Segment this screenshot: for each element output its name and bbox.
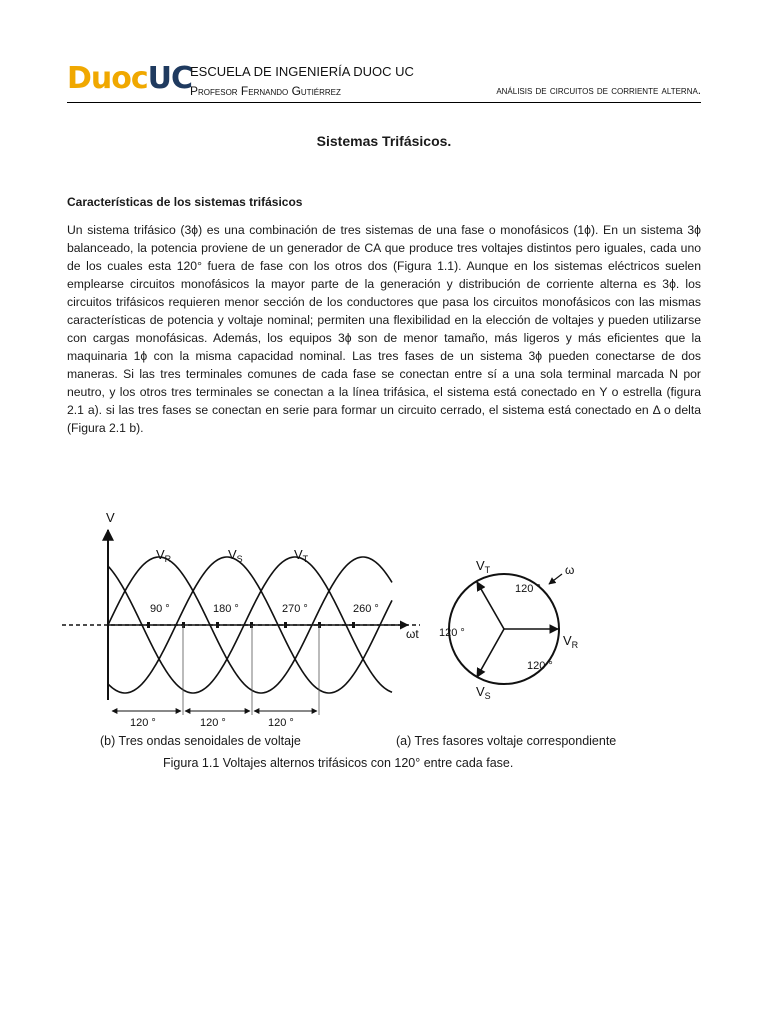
phasor-angle-top: 120 ° <box>515 583 541 595</box>
school-name: ESCUELA DE INGENIERÍA DUOC UC <box>190 64 414 79</box>
caption-waves: (b) Tres ondas senoidales de voltaje <box>100 734 301 748</box>
series-label-vr: $V_R$ <box>156 547 172 564</box>
series-label-vt: $V_T$ <box>294 547 309 564</box>
spacing-label-3: 120 ° <box>268 717 294 729</box>
caption-phasors: (a) Tres fasores voltaje correspondiente <box>396 734 617 748</box>
figure-caption: Figura 1.1 Voltajes alternos trifásicos con 120° entre cada fase. <box>163 756 514 770</box>
phasor-label-vt: $V_T$ <box>476 558 491 575</box>
phasor-vt <box>477 582 504 629</box>
series-label-vs: $V_S$ <box>228 547 243 564</box>
header-divider <box>67 102 701 103</box>
page-title: Sistemas Trifásicos. <box>316 133 452 149</box>
y-axis-label: V <box>106 510 115 525</box>
wave-vr <box>108 557 392 693</box>
phasor-label-vs: $V_S$ <box>476 684 491 701</box>
angle-label-270: 270 ° <box>282 603 308 615</box>
page-header <box>67 60 701 102</box>
section-heading: Características de los sistemas trifásicos <box>67 195 303 209</box>
sine-wave-plot <box>62 510 420 729</box>
phasor-angle-bottom: 120 ° <box>527 660 553 672</box>
course-name: análisis de circuitos de corriente alterna. <box>496 85 701 97</box>
body-paragraph: Un sistema trifásico (3ϕ) es una combinación de tres sistemas de una fase o monofásicos (1ϕ). En un sistema 3ϕ balanceado, la potencia proviene de un generador de CA que produce tres voltajes distintos pero iguales, cada uno de los cuales esta 120° fuera de fase con los otros dos (Figura 1.1). Aunque en los sistemas eléctricos suelen emplearse circuitos monofásicos la mayor parte de la generación y distribución de corriente alterna es 3ϕ. los circuitos trifásicos requieren menor sección de los conductores que pasa los circuitos monofásicos con las mismas características de potencia y voltaje nominal; permiten una flexibilidad en la elección de voltajes y pueden utilizarse con cargas monofásicas. Además, los equipos 3ϕ son de menor tamaño, más ligeros y más eficientes que la maquinaria 1ϕ con la misma capacidad nominal. Las tres fases de un sistema 3ϕ pueden conectarse de dos maneras. Si las tres terminales comunes de cada fase se conectan entre sí a una sola terminal marcada N por neutro, y los otros tres terminales se conectan a la línea trifásica, el sistema está conectado en Y o estrella (figura 2.1 a). si las tres fases se conectan en serie para formar un circuito cerrado, el sistema está conectado en Δ o delta (Figura 2.1 b). <box>67 223 701 435</box>
angle-label-180: 180 ° <box>213 603 239 615</box>
x-axis-label: ωt <box>406 627 419 641</box>
phasor-diagram <box>439 558 579 701</box>
phasor-angle-left: 120 ° <box>439 627 465 639</box>
phasor-vs <box>477 629 504 677</box>
phasor-label-vr: $V_R$ <box>563 633 579 650</box>
duoc-uc-logo: DuocUC <box>67 61 193 96</box>
wave-vt <box>108 557 392 693</box>
rotation-arrow <box>549 574 562 584</box>
angle-label-90: 90 ° <box>150 603 170 615</box>
rotation-label: ω <box>565 563 575 577</box>
spacing-label-2: 120 ° <box>200 717 226 729</box>
professor-name: Profesor Fernando Gutiérrez <box>190 84 341 98</box>
phasor-circle <box>449 574 559 684</box>
angle-label-260: 260 ° <box>353 603 379 615</box>
wave-vs <box>108 557 392 693</box>
spacing-label-1: 120 ° <box>130 717 156 729</box>
